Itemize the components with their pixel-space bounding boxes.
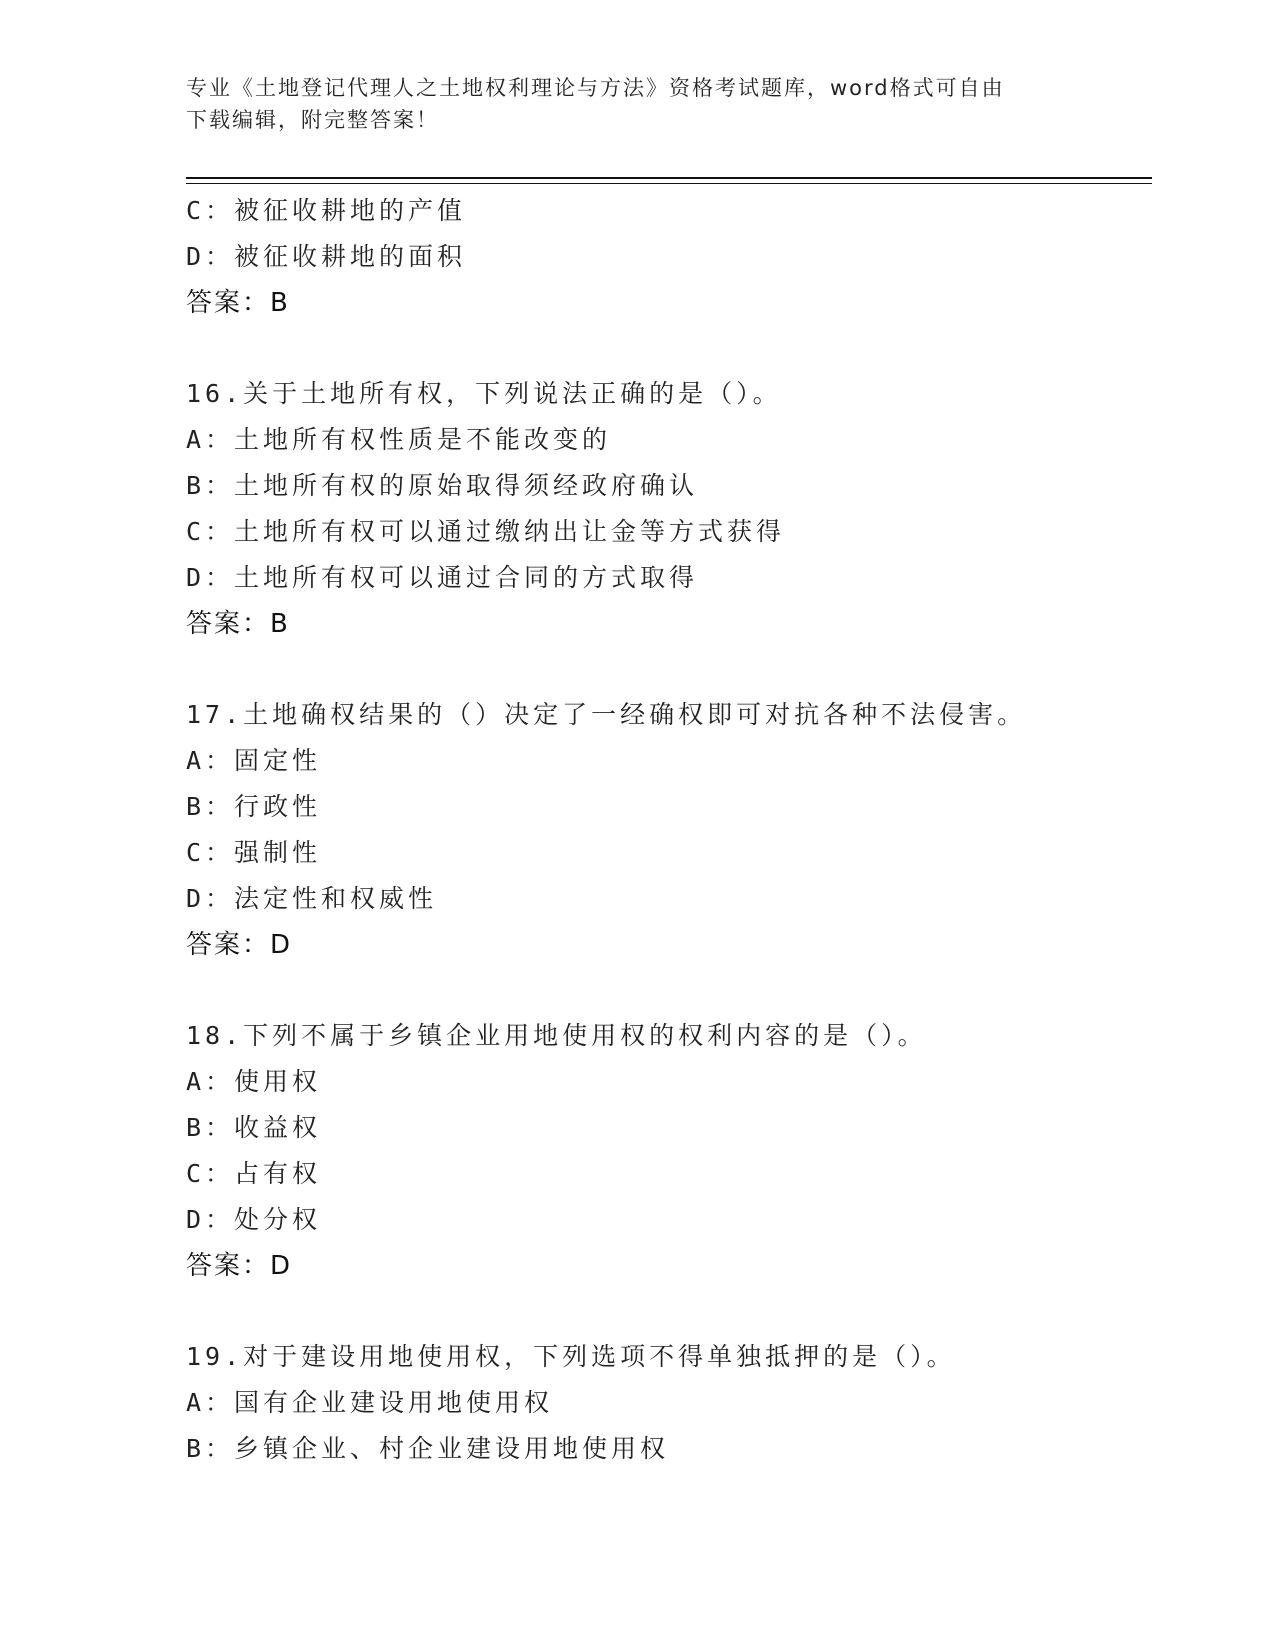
header-rule-thin [186, 183, 1152, 184]
spacer [186, 1289, 1152, 1334]
option-c: C：土地所有权可以通过缴纳出让金等方式获得 [186, 517, 786, 546]
answer-line: 答案：B [186, 288, 290, 318]
option-b: B：乡镇企业、村企业建设用地使用权 [186, 1434, 670, 1463]
option-b: B：收益权 [186, 1113, 322, 1142]
spacer [186, 647, 1152, 692]
question-block-16 [186, 371, 1152, 647]
answer-line: 答案：D [186, 930, 293, 960]
option-d: D：处分权 [186, 1205, 322, 1234]
header-line-2: 下载编辑，附完整答案！ [186, 108, 439, 132]
answer-line: 答案：B [186, 609, 290, 639]
option-c: C：被征收耕地的产值 [186, 196, 467, 225]
option-d: D：被征收耕地的面积 [186, 242, 467, 271]
header-line-1: 专业《土地登记代理人之土地权利理论与方法》资格考试题库，word格式可自由 [186, 76, 1005, 100]
option-b: B：土地所有权的原始取得须经政府确认 [186, 471, 699, 500]
option-a: A：使用权 [186, 1067, 322, 1096]
answer-line: 答案：D [186, 1251, 293, 1281]
question-block-17 [186, 692, 1152, 968]
question-block-19 [186, 1334, 1152, 1472]
option-d: D：土地所有权可以通过合同的方式取得 [186, 563, 699, 592]
question-stem: 19.对于建设用地使用权，下列选项不得单独抵押的是（）。 [186, 1342, 956, 1371]
question-list [186, 188, 1152, 1472]
question-block-18 [186, 1013, 1152, 1289]
option-d: D：法定性和权威性 [186, 884, 438, 913]
question-block-continued [186, 188, 1152, 326]
option-a: A：国有企业建设用地使用权 [186, 1388, 554, 1417]
question-stem: 16.关于土地所有权，下列说法正确的是（）。 [186, 379, 782, 408]
option-a: A：固定性 [186, 746, 322, 775]
header-rule-thick [186, 177, 1152, 179]
question-stem: 18.下列不属于乡镇企业用地使用权的权利内容的是（）。 [186, 1021, 927, 1050]
spacer [186, 968, 1152, 1013]
option-b: B：行政性 [186, 792, 322, 821]
option-a: A：土地所有权性质是不能改变的 [186, 425, 612, 454]
spacer [186, 326, 1152, 371]
option-c: C：占有权 [186, 1159, 322, 1188]
document-header [186, 72, 1066, 136]
option-c: C：强制性 [186, 838, 322, 867]
question-stem: 17.土地确权结果的（）决定了一经确权即可对抗各种不法侵害。 [186, 700, 1027, 729]
